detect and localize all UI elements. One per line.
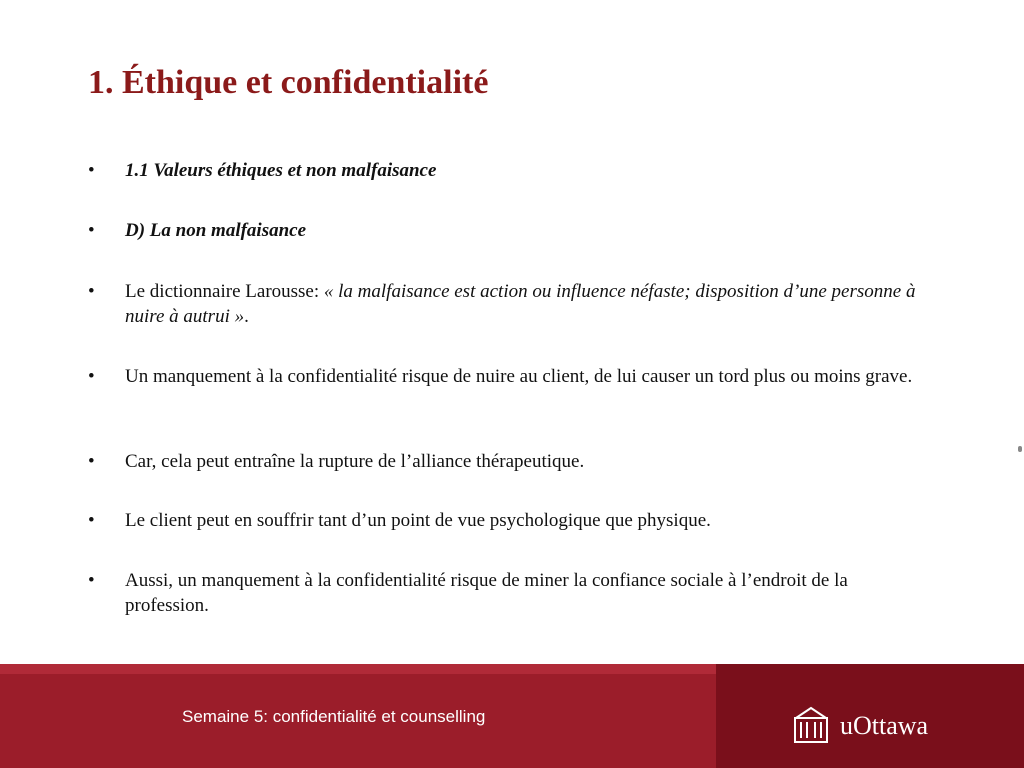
bullet-text: 1.1 Valeurs éthiques et non malfaisance — [125, 160, 437, 181]
bullet-text — [125, 279, 935, 329]
edge-artifact — [1018, 446, 1022, 452]
course-label: Semaine 5: confidentialité et counselling — [182, 707, 486, 726]
bullet-marker: • — [88, 281, 95, 302]
bullet-marker: • — [88, 570, 95, 591]
bullet-text: Aussi, un manquement à la confidentialité risque de miner la confiance sociale à l’endroit de la profession. — [125, 570, 848, 616]
larousse-quote: « la malfaisance est action ou influence néfaste; disposition d’une personne à nuire à autrui » — [125, 281, 916, 327]
bullet-text: Le client peut en souffrir tant d’un point de vue psychologique que physique. — [125, 510, 711, 531]
bullet-marker: • — [88, 451, 95, 472]
bullet-text: Un manquement à la confidentialité risque de nuire au client, de lui causer un tord plus ou moins grave. — [125, 366, 913, 387]
bullet-text: D) La non malfaisance — [125, 220, 307, 241]
bullet-marker: • — [88, 160, 95, 181]
university-building-icon — [792, 705, 830, 745]
bullet-suffix: . — [244, 306, 249, 327]
bullet-text: Car, cela peut entraîne la rupture de l’alliance thérapeutique. — [125, 451, 585, 472]
uottawa-logo-text: uOttawa — [840, 711, 929, 740]
bullet-marker: • — [88, 510, 95, 531]
bullet-marker: • — [88, 220, 95, 241]
bullet-marker: • — [88, 366, 95, 387]
bullet-prefix: Le dictionnaire Larousse: — [125, 281, 324, 302]
slide-title: 1. Éthique et confidentialité — [88, 64, 489, 101]
